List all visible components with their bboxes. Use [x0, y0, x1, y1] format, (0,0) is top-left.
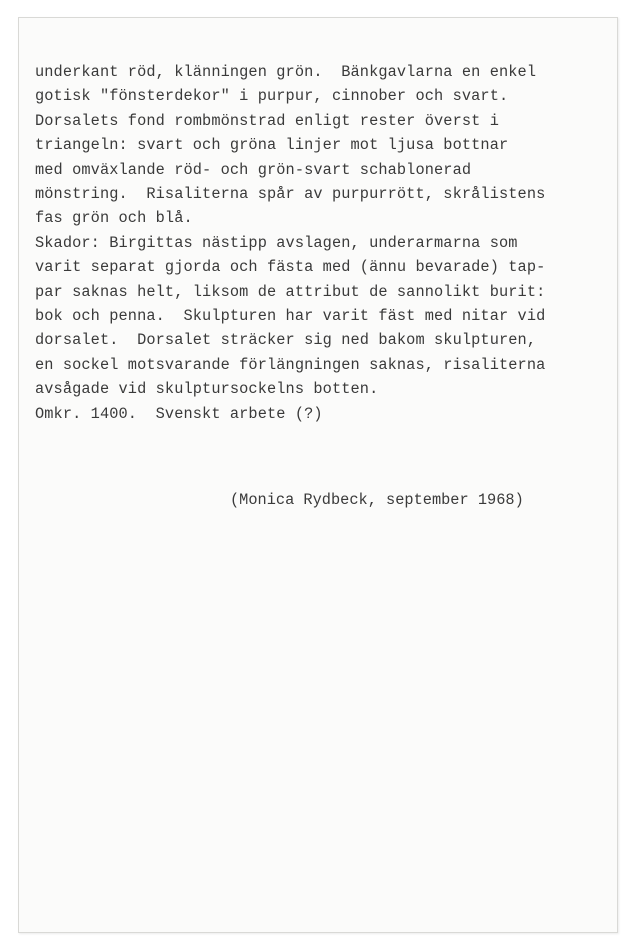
text-line: dorsalet. Dorsalet sträcker sig ned bakom skulpturen, — [35, 331, 537, 350]
text-line: mönstring. Risaliterna spår av purpurrött, skrålistens — [35, 185, 546, 204]
text-line: en sockel motsvarande förlängningen saknas, risaliterna — [35, 355, 546, 374]
text-line: gotisk "fönsterdekor" i purpur, cinnober och svart. — [35, 87, 509, 106]
text-line: med omväxlande röd- och grön-svart schablonerad — [35, 160, 472, 179]
text-line: fas grön och blå. — [35, 209, 193, 228]
body-text — [35, 60, 605, 426]
text-line: avsågade vid skulptursockelns botten. — [35, 380, 379, 399]
text-line: Dorsalets fond rombmönstrad enligt rester överst i — [35, 111, 499, 130]
text-line: underkant röd, klänningen grön. Bänkgavlarna en enkel — [35, 63, 537, 81]
text-line: Skador: Birgittas nästipp avslagen, underarmarna som — [35, 233, 518, 252]
document-card — [18, 17, 618, 933]
text-line: bok och penna. Skulpturen har varit fäst med nitar vid — [35, 307, 546, 326]
text-line: Omkr. 1400. Svenskt arbete (?) — [35, 404, 323, 423]
text-line: varit separat gjorda och fästa med (ännu bevarade) tap- — [35, 258, 546, 277]
text-line: par saknas helt, liksom de attribut de sannolikt burit: — [35, 282, 546, 301]
author-signature: (Monica Rydbeck, september 1968) — [230, 491, 524, 509]
text-line: triangeln: svart och gröna linjer mot ljusa bottnar — [35, 136, 509, 155]
